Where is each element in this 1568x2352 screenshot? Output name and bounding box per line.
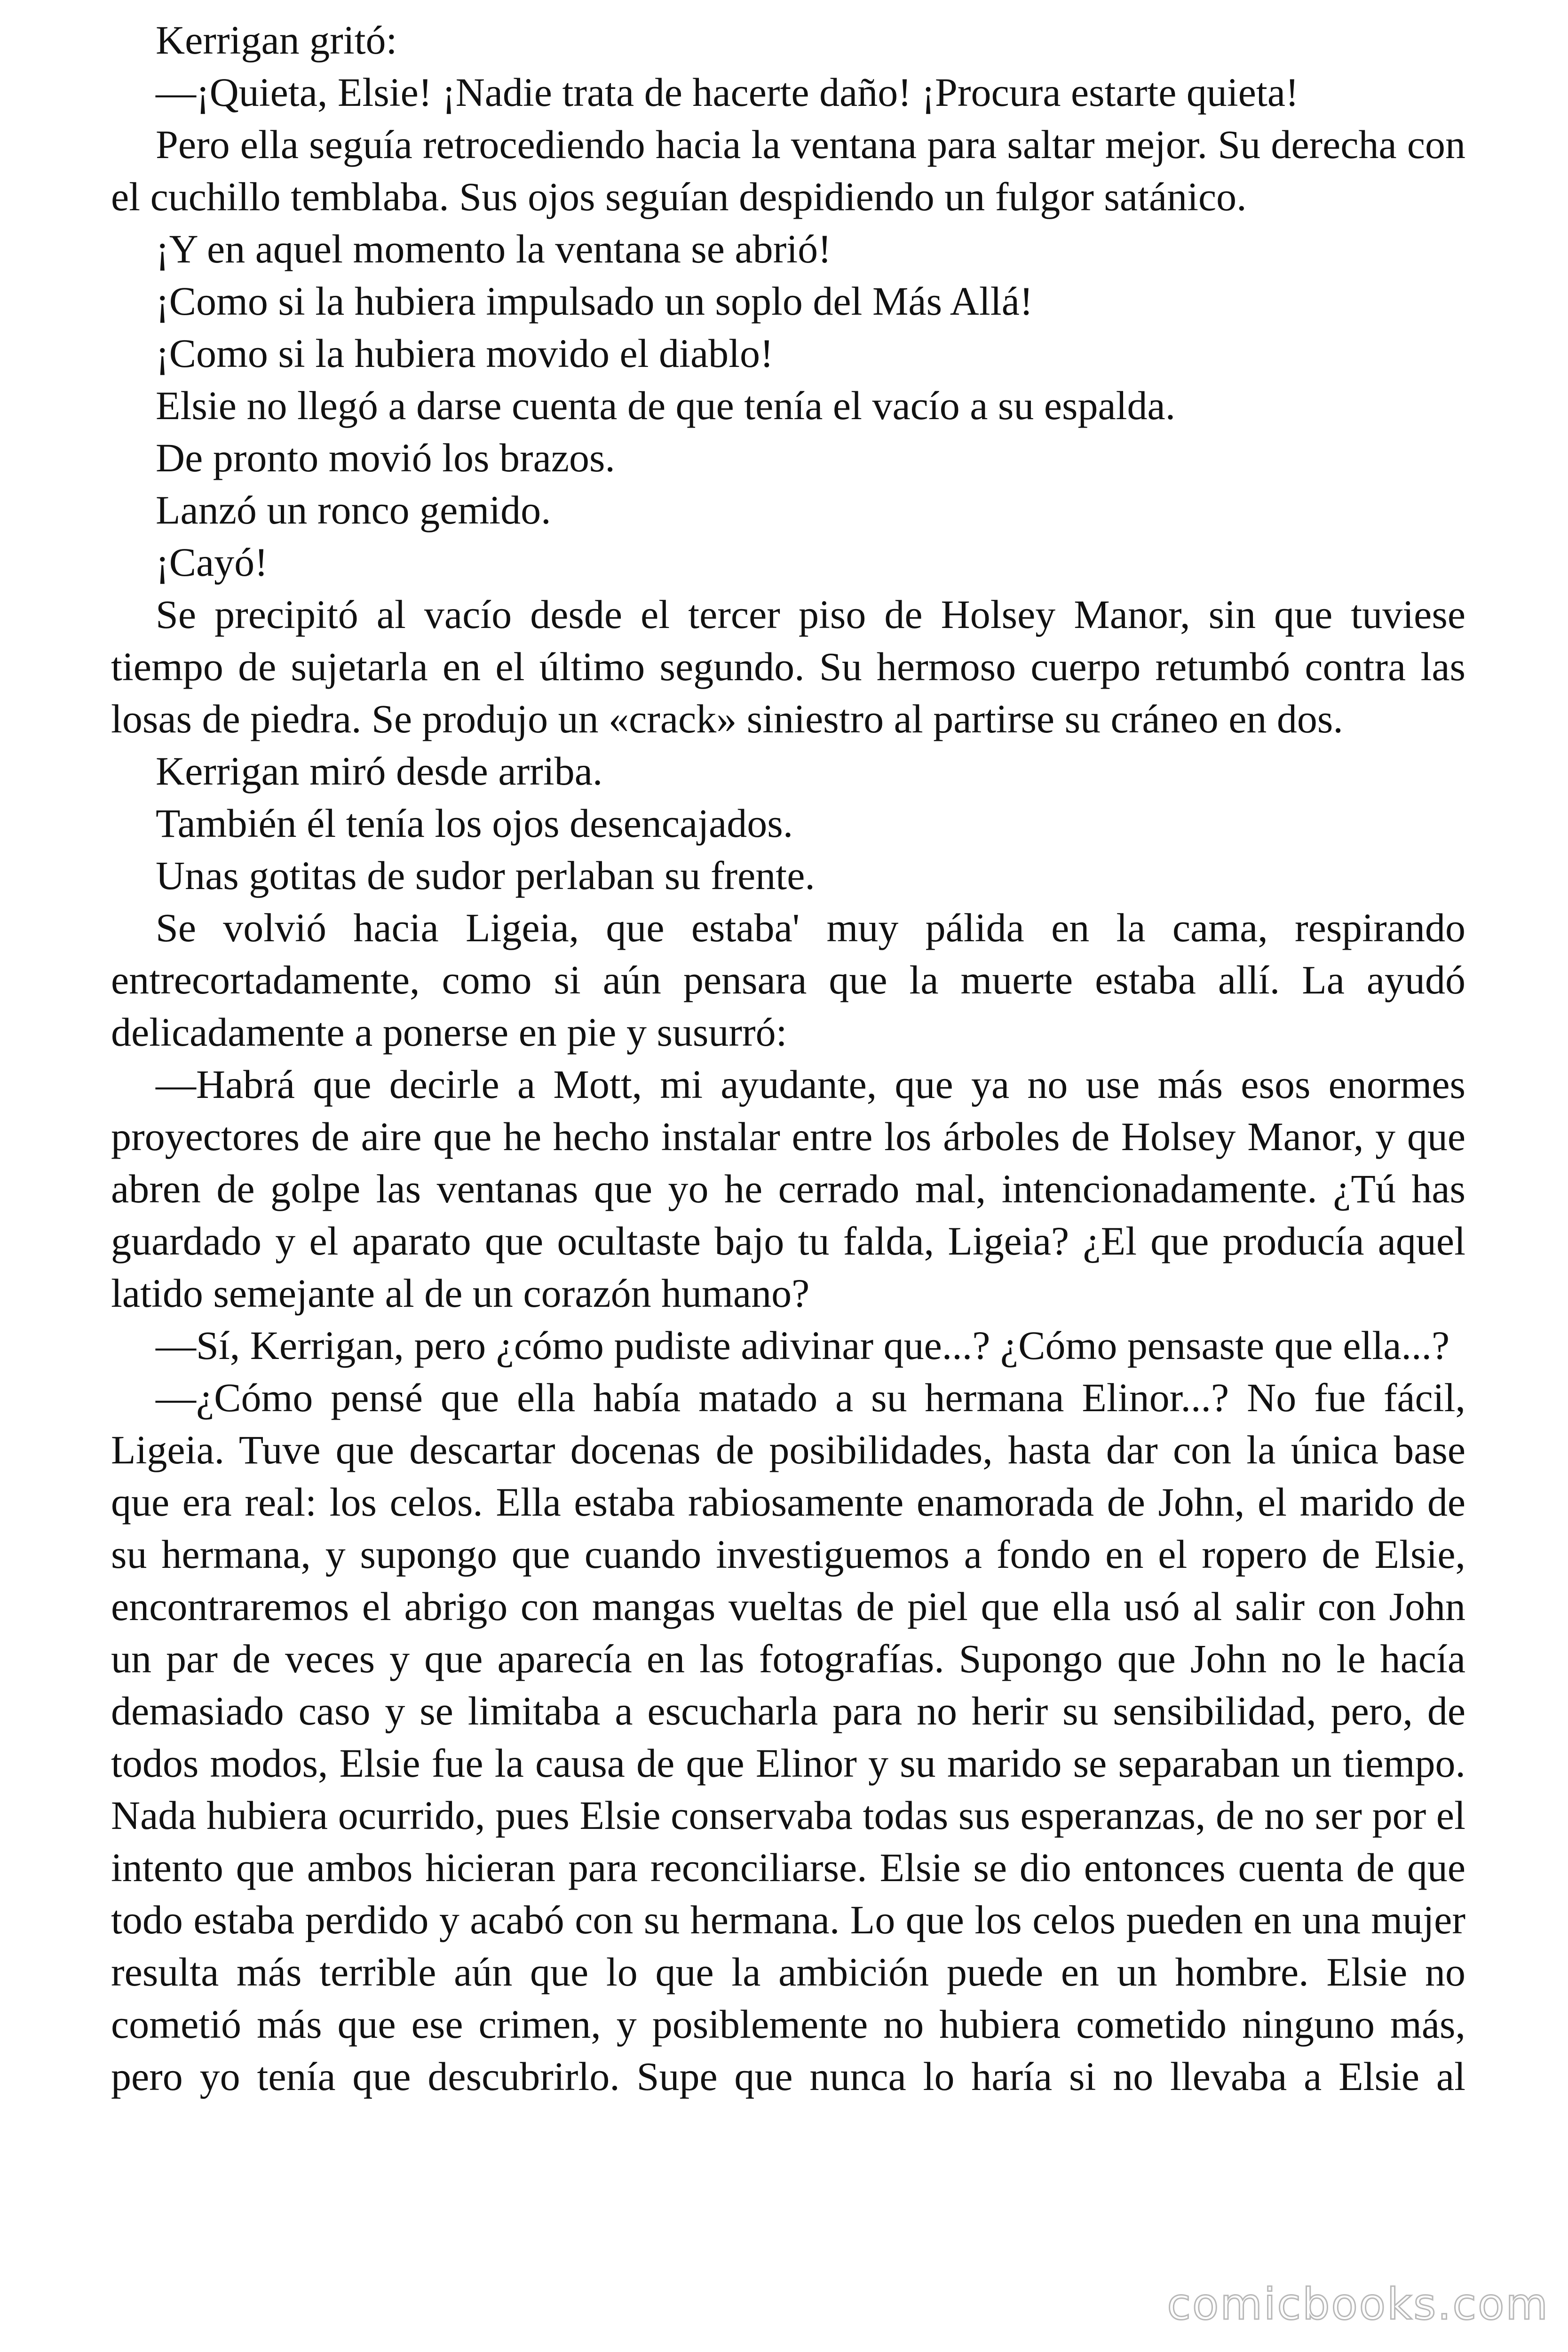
paragraph-4: ¡Y en aquel momento la ventana se abrió! bbox=[156, 226, 832, 271]
watermark-text: comicbooks.com bbox=[1167, 2279, 1549, 2329]
paragraph-13: También él tenía los ojos desencajados. bbox=[156, 801, 793, 846]
paragraph-1: Kerrigan gritó: bbox=[156, 17, 397, 63]
paragraph-14: Unas gotitas de sudor perlaban su frente. bbox=[156, 853, 815, 898]
paragraph-7: Elsie no llegó a darse cuenta de que tenía el vacío a su espalda. bbox=[156, 383, 1176, 428]
paragraph-18: —¿Cómo pensé que ella había matado a su hermana Elinor...? No fue fácil, Ligeia. Tuve que descartar docenas de posibilidades, hasta dar con la única base que era real: los celos. Ella estaba rabiosamente enamorada de John, el marido de su hermana, y supongo que cuando investiguemos a fondo en el ropero de Elsie, encontraremos el abrigo con mangas vueltas de piel que ella usó al salir con John un par de veces y que aparecía en las fotografías. Supongo que John no le hacía demasiado caso y se limitaba a escucharla para no herir su sensibilidad, pero, de todos modos, Elsie fue la causa de que Elinor y su marido se separaban un tiempo. Nada hubiera ocurrido, pues Elsie conservaba todas sus esperanzas, de no ser por el intento que ambos hicieran para reconciliarse. Elsie se dio entonces cuenta de que todo estaba perdido y acabó con su hermana. Lo que los celos pueden en una mujer resulta más terrible aún que lo que la ambición puede en un hombre. Elsie no cometió más que ese crimen, y posiblemente no hubiera cometido ninguno más, pero yo tenía que descubrirlo. Supe que nunca lo haría si no llevaba a Elsie al bbox=[111, 1375, 1465, 2099]
paragraph-16: —Habrá que decirle a Mott, mi ayudante, que ya no use más esos enormes proyectores de aire que he hecho instalar entre los árboles de Holsey Manor, y que abren de golpe las ventanas que yo he cerrado mal, intencionadamente. ¿Tú has guardado y el aparato que ocultaste bajo tu falda, Ligeia? ¿El que producía aquel latido semejante al de un corazón humano? bbox=[111, 1062, 1465, 1316]
paragraph-2: —¡Quieta, Elsie! ¡Nadie trata de hacerte daño! ¡Procura estarte quieta! bbox=[156, 70, 1299, 115]
paragraph-12: Kerrigan miró desde arriba. bbox=[156, 748, 603, 794]
paragraph-3: Pero ella seguía retrocediendo hacia la ventana para saltar mejor. Su derecha con el cuchillo temblaba. Sus ojos seguían despidiendo un fulgor satánico. bbox=[111, 122, 1465, 219]
paragraph-5: ¡Como si la hubiera impulsado un soplo del Más Allá! bbox=[156, 278, 1033, 324]
body-text bbox=[111, 14, 1465, 2103]
paragraph-17: —Sí, Kerrigan, pero ¿cómo pudiste adivinar que...? ¿Cómo pensaste que ella...? bbox=[156, 1323, 1450, 1368]
paragraph-11: Se precipitó al vacío desde el tercer piso de Holsey Manor, sin que tuviese tiempo de sujetarla en el último segundo. Su hermoso cuerpo retumbó contra las losas de piedra. Se produjo un «crack» siniestro al partirse su cráneo en dos. bbox=[111, 592, 1465, 741]
paragraph-15: Se volvió hacia Ligeia, que estaba' muy pálida en la cama, respirando entrecortadamente, como si aún pensara que la muerte estaba allí. La ayudó delicadamente a ponerse en pie y susurró: bbox=[111, 905, 1465, 1055]
paragraph-10: ¡Cayó! bbox=[156, 540, 268, 585]
paragraph-9: Lanzó un ronco gemido. bbox=[156, 487, 551, 532]
paragraph-8: De pronto movió los brazos. bbox=[156, 435, 615, 480]
paragraph-6: ¡Como si la hubiera movido el diablo! bbox=[156, 331, 774, 376]
